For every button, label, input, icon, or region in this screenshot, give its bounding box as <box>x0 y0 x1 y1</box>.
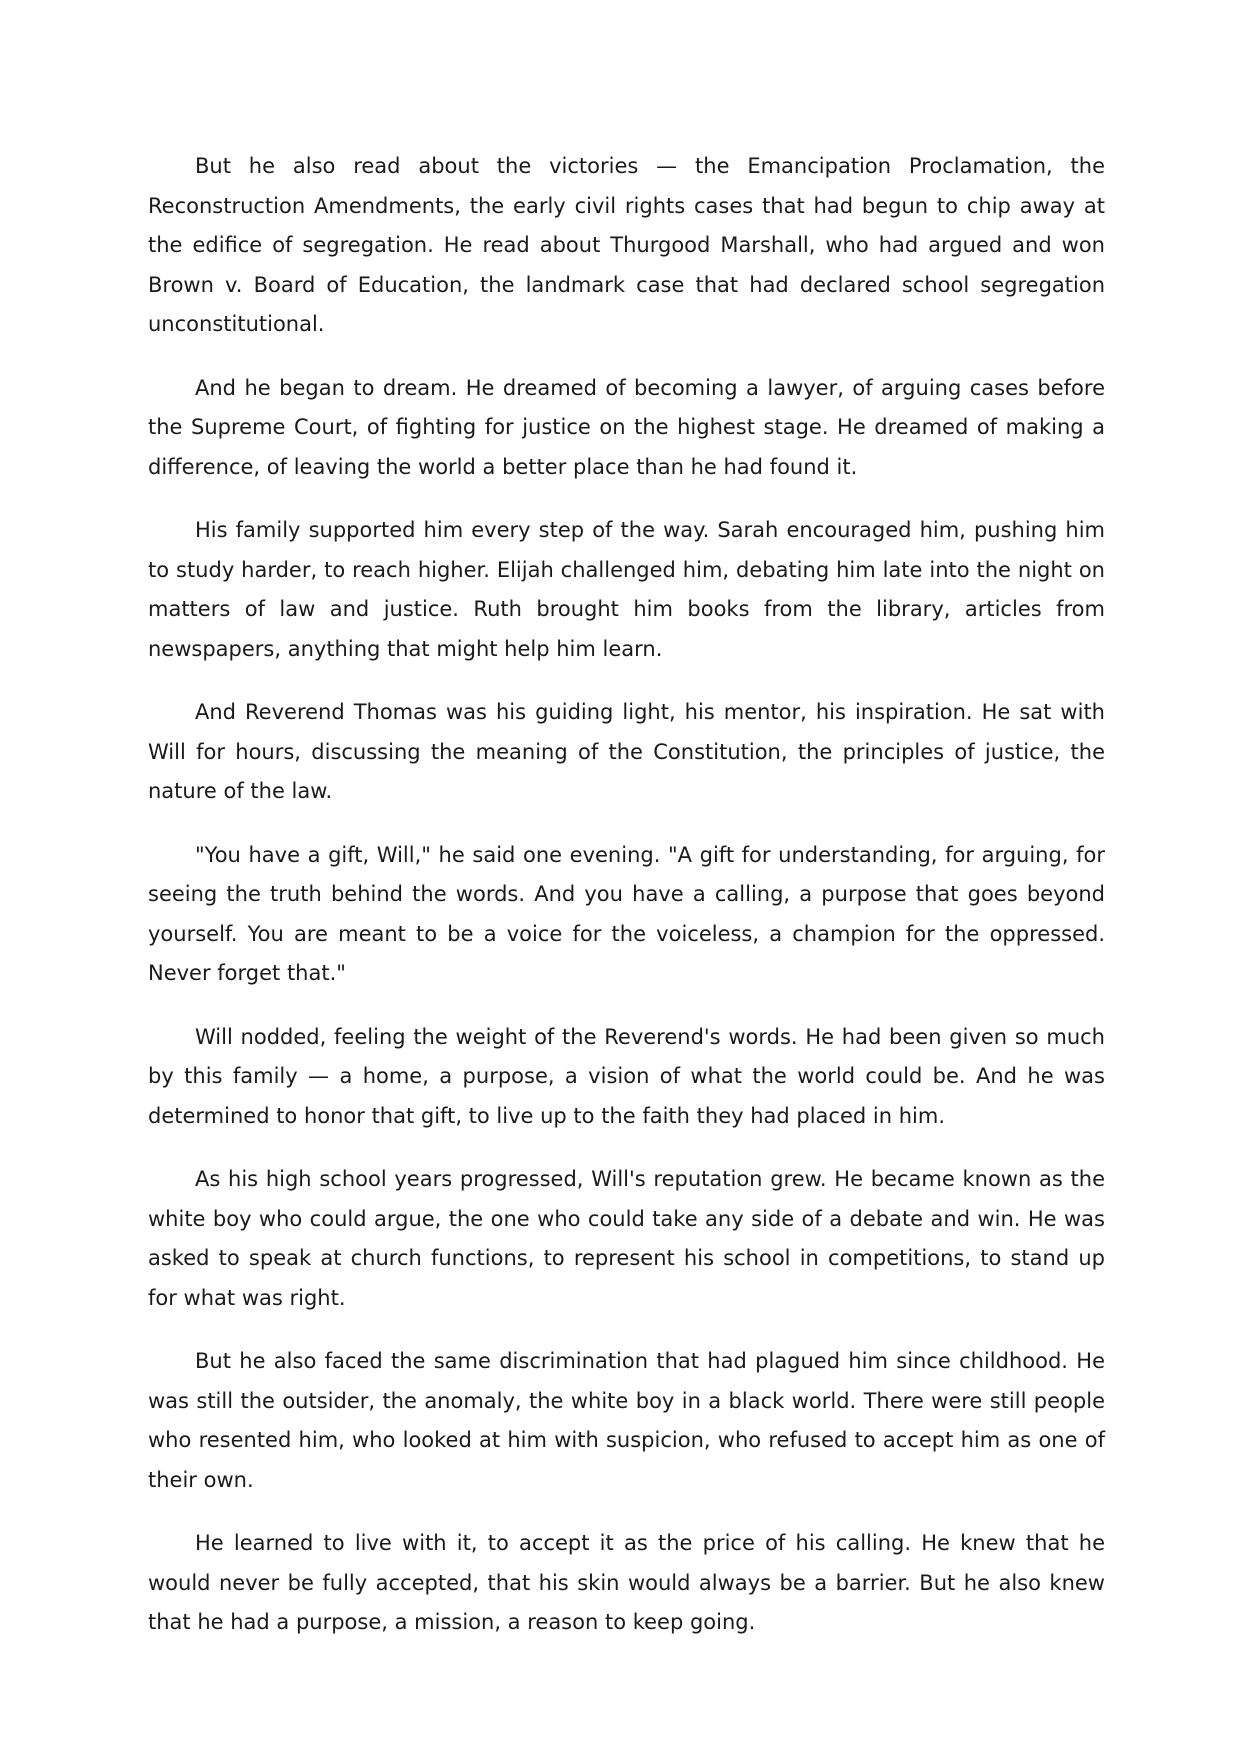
paragraph-6: Will nodded, feeling the weight of the Reverend's words. He had been given so much by this family — a home, a purpose, a vision of what the world could be. And he was determined to honor that gift, to live up to the faith they had placed in him. <box>148 1024 1105 1128</box>
paragraph-9: He learned to live with it, to accept it as the price of his calling. He knew that he would never be fully accepted, that his skin would always be a barrier. But he also knew that he had a purpose, a mission, a reason to keep going. <box>148 1531 1105 1634</box>
paragraph-4: And Reverend Thomas was his guiding light, his mentor, his inspiration. He sat with Will for hours, discussing the meaning of the Constitution, the principles of justice, the nature of the law. <box>148 700 1105 803</box>
paragraph-1: But he also read about the victories — the Emancipation Proclamation, the Reconstruction Amendments, the early civil rights cases that had begun to chip away at the edifice of segregation. He read about Thurgood Marshall, who had argued and won Brown v. Board of Education, the landmark case that had declared school segregation unconstitutional. <box>148 154 1105 336</box>
paragraph-8: But he also faced the same discrimination that had plagued him since childhood. He was still the outsider, the anomaly, the white boy in a black world. There were still people who resented him, who looked at him with suspicion, who refused to accept him as one of their own. <box>148 1349 1105 1492</box>
paragraph-2: And he began to dream. He dreamed of becoming a lawyer, of arguing cases before the Supreme Court, of fighting for justice on the highest stage. He dreamed of making a difference, of leaving the world a better place than he had found it. <box>148 375 1105 479</box>
paragraph-7: As his high school years progressed, Will's reputation grew. He became known as the white boy who could argue, the one who could take any side of a debate and win. He was asked to speak at church functions, to represent his school in competitions, to stand up for what was right. <box>148 1167 1105 1310</box>
paragraph-3: His family supported him every step of the way. Sarah encouraged him, pushing him to study harder, to reach higher. Elijah challenged him, debating him late into the night on matters of law and justice. Ruth brought him books from the library, articles from newspapers, anything that might help him learn. <box>148 518 1105 661</box>
paragraph-5: "You have a gift, Will," he said one evening. "A gift for understanding, for arguing, for seeing the truth behind the words. And you have a calling, a purpose that goes beyond yourself. You are meant to be a voice for the voiceless, a champion for the oppressed. Never forget that." <box>148 842 1105 985</box>
document-body <box>148 147 1105 1643</box>
